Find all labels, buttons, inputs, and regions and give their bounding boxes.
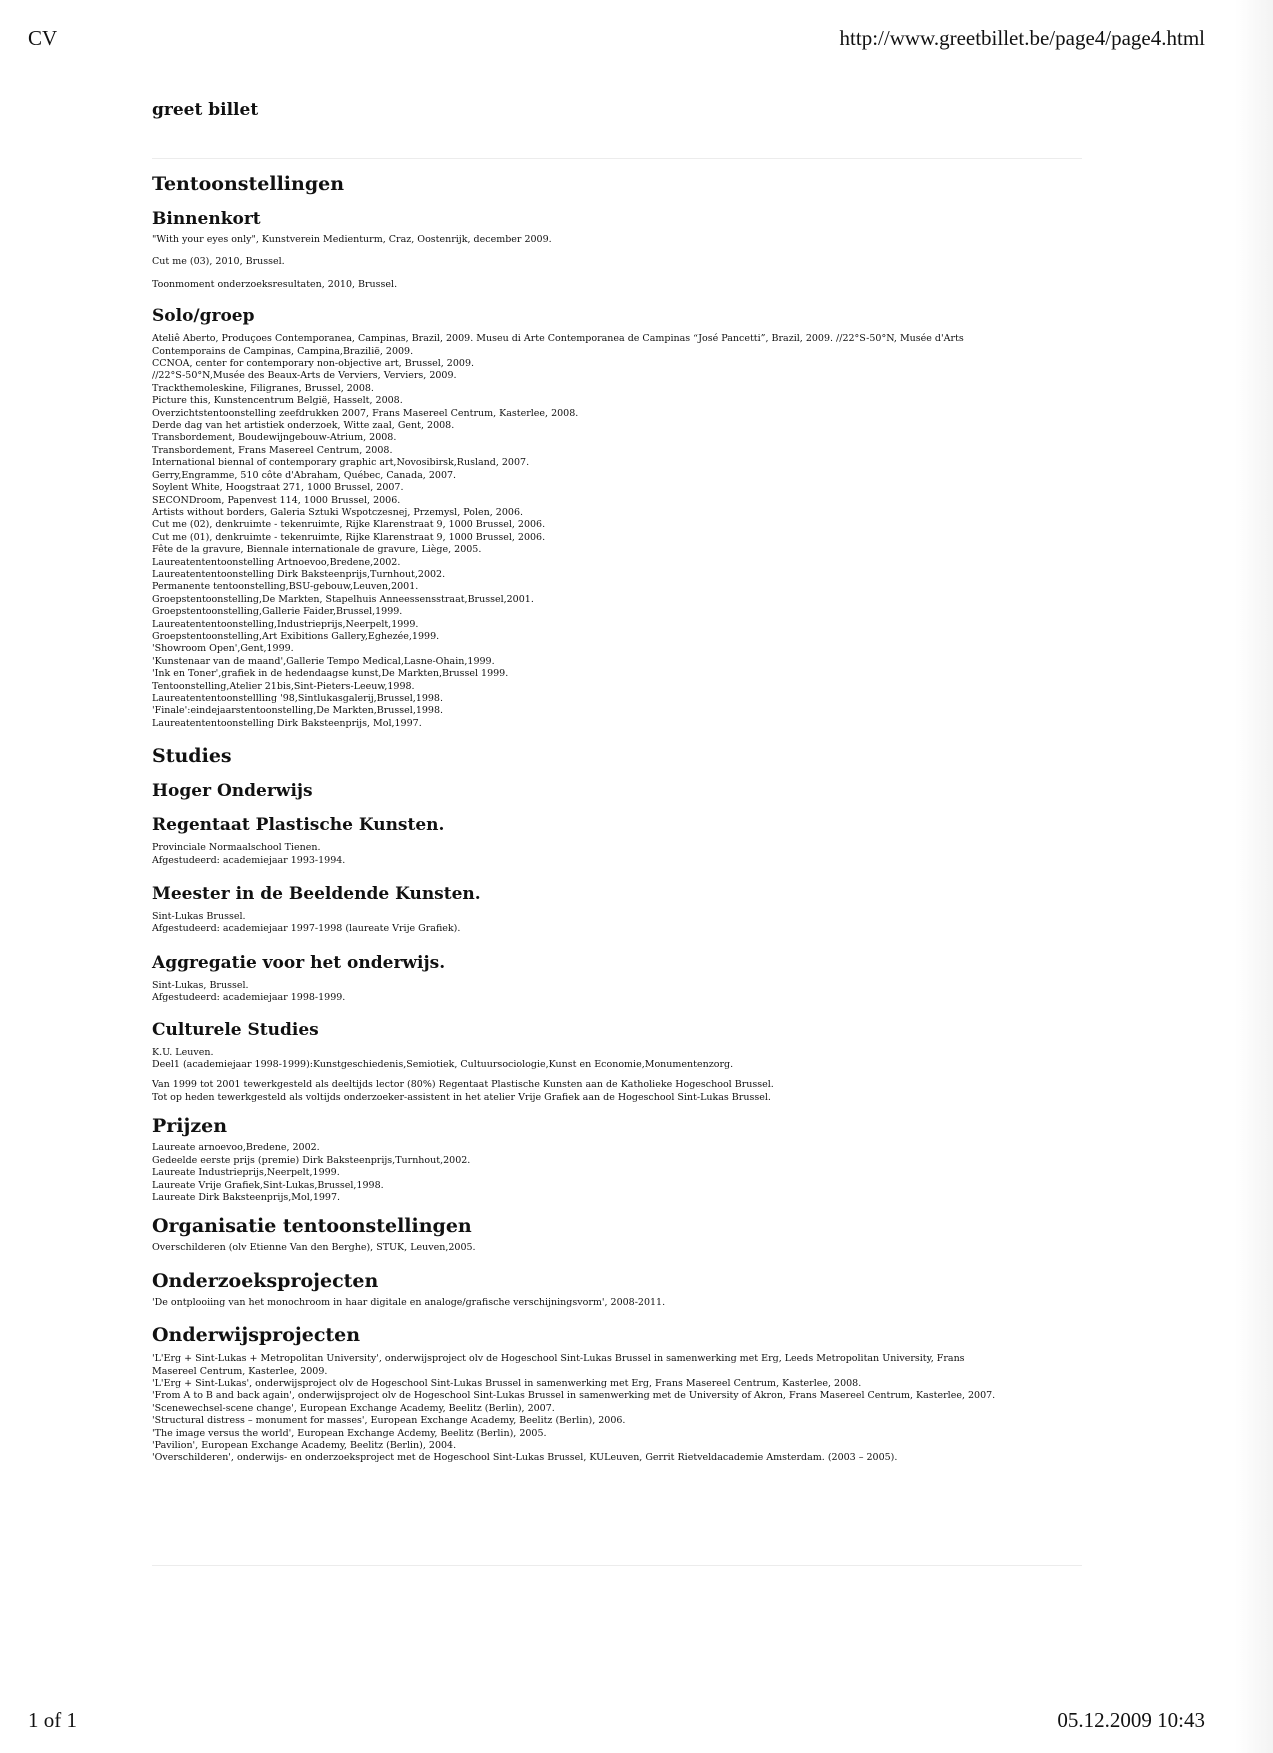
binnenkort-list bbox=[152, 234, 1012, 291]
list-item: Afgestudeerd: academiejaar 1993-1994. bbox=[152, 854, 346, 866]
list-item: Provinciale Normaalschool Tienen. bbox=[152, 842, 321, 854]
list-item: International biennal of contemporary graphic art,Novosibirsk,Rusland, 2007. bbox=[152, 457, 530, 469]
heading-hoger-onderwijs: Hoger Onderwijs bbox=[152, 781, 313, 802]
list-item: Afgestudeerd: academiejaar 1997-1998 (laureate Vrije Grafiek). bbox=[152, 923, 461, 935]
list-item: Laureate Industrieprijs,Neerpelt,1999. bbox=[152, 1167, 340, 1179]
list-item: Laureate arnoevoo,Bredene, 2002. bbox=[152, 1142, 320, 1154]
list-item: Gedeelde eerste prijs (premie) Dirk Baksteenprijs,Turnhout,2002. bbox=[152, 1154, 471, 1166]
list-item: 'The image versus the world', European Exchange Acdemy, Beelitz (Berlin), 2005. bbox=[152, 1427, 547, 1439]
heading-aggregatie: Aggregatie voor het onderwijs. bbox=[152, 952, 446, 973]
list-item: 'Structural distress – monument for masses', European Exchange Academy, Beelitz (Berlin), 2006. bbox=[152, 1415, 626, 1427]
binnenkort-item: Toonmoment onderzoeksresultaten, 2010, Brussel. bbox=[152, 278, 398, 290]
list-item: Soylent White, Hoogstraat 271, 1000 Brussel, 2007. bbox=[152, 482, 404, 494]
list-item: 'De ontplooiing van het monochroom in haar digitale en analoge/grafische verschijningsvorm', 2008-2011. bbox=[152, 1296, 666, 1308]
site-name: greet billet bbox=[152, 100, 259, 120]
list-item: 'L'Erg + Sint-Lukas', onderwijsproject olv de Hogeschool Sint-Lukas Brussel in samenwerking met Erg, Frans Masereel Centrum, Kasterlee, 2008. bbox=[152, 1377, 862, 1389]
print-header-title: CV bbox=[28, 26, 58, 50]
print-footer-datetime: 05.12.2009 10:43 bbox=[1057, 1708, 1205, 1732]
employment-lines bbox=[152, 1079, 1012, 1104]
list-item: Transbordement, Boudewijngebouw-Atrium, 2008. bbox=[152, 432, 397, 444]
solo-groep-list bbox=[152, 333, 1012, 730]
list-item: Sint-Lukas, Brussel. bbox=[152, 979, 249, 991]
list-item: Overzichtstentoonstelling zeefdrukken 2007, Frans Masereel Centrum, Kasterlee, 2008. bbox=[152, 407, 579, 419]
list-item: Deel1 (academiejaar 1998-1999):Kunstgeschiedenis,Semiotiek, Cultuursociologie,Kunst en Economie,Monumentenzorg. bbox=[152, 1059, 734, 1071]
list-item: 'Overschilderen', onderwijs- en onderzoeksproject met de Hogeschool Sint-Lukas Brussel, KULeuven, Gerrit Rietveldacademie Amsterdam. (2003 – 2005). bbox=[152, 1452, 898, 1464]
list-item: Laureatententoonstelling,Industrieprijs,Neerpelt,1999. bbox=[152, 618, 419, 630]
list-item: Tentoonstelling,Atelier 21bis,Sint-Pieters-Leeuw,1998. bbox=[152, 680, 415, 692]
prijzen-list bbox=[152, 1142, 1012, 1204]
list-item: Cut me (02), denkruimte - tekenruimte, Rijke Klarenstraat 9, 1000 Brussel, 2006. bbox=[152, 519, 546, 531]
meester-lines bbox=[152, 911, 1012, 936]
heading-meester: Meester in de Beeldende Kunsten. bbox=[152, 884, 481, 905]
list-item: Artists without borders, Galeria Sztuki Wspotczesnej, Przemysl, Polen, 2006. bbox=[152, 506, 524, 518]
list-item: Permanente tentoonstelling,BSU-gebouw,Leuven,2001. bbox=[152, 581, 419, 593]
heading-onderzoeksprojecten: Onderzoeksprojecten bbox=[152, 1269, 379, 1292]
culturele-lines bbox=[152, 1047, 1012, 1072]
list-item: Ateliê Aberto, Produçoes Contemporanea, Campinas, Brazil, 2009. Museu di Arte Contemporanea de Campinas “José Pancetti”, Brazil, 2009. //22°S-50°N, Musée d'Arts Contemporains de Campinas, Campina,Brazilië, 2009. bbox=[152, 333, 964, 357]
list-item: 'Scenewechsel-scene change', European Exchange Academy, Beelitz (Berlin), 2007. bbox=[152, 1402, 555, 1414]
list-item: Laureatententoonstelling Artnoevoo,Bredene,2002. bbox=[152, 556, 401, 568]
organisatie-list bbox=[152, 1242, 1012, 1254]
heading-culturele-studies: Culturele Studies bbox=[152, 1019, 319, 1040]
bottom-divider bbox=[152, 1565, 1082, 1566]
list-item: Cut me (01), denkruimte - tekenruimte, Rijke Klarenstraat 9, 1000 Brussel, 2006. bbox=[152, 531, 546, 543]
heading-onderwijsprojecten: Onderwijsprojecten bbox=[152, 1324, 361, 1347]
list-item: Trackthemoleskine, Filigranes, Brussel, 2008. bbox=[152, 382, 374, 394]
list-item: Picture this, Kunstencentrum België, Hasselt, 2008. bbox=[152, 395, 403, 407]
list-item: Laureatententoonstelling Dirk Baksteenprijs, Mol,1997. bbox=[152, 717, 422, 729]
list-item: 'Kunstenaar van de maand',Gallerie Tempo Medical,Lasne-Ohain,1999. bbox=[152, 655, 495, 667]
list-item: Transbordement, Frans Masereel Centrum, 2008. bbox=[152, 444, 393, 456]
onderzoek-list bbox=[152, 1297, 1012, 1309]
list-item: Laureatententoonstelling Dirk Baksteenprijs,Turnhout,2002. bbox=[152, 568, 446, 580]
list-item: Derde dag van het artistiek onderzoek, Witte zaal, Gent, 2008. bbox=[152, 420, 455, 432]
list-item: Afgestudeerd: academiejaar 1998-1999. bbox=[152, 992, 346, 1004]
list-item: Laureate Dirk Baksteenprijs,Mol,1997. bbox=[152, 1191, 341, 1203]
top-divider bbox=[152, 158, 1082, 159]
list-item: Gerry,Engramme, 510 côte d'Abraham, Québec, Canada, 2007. bbox=[152, 469, 457, 481]
list-item: Laureatententoonstellling '98,Sintlukasgalerij,Brussel,1998. bbox=[152, 693, 443, 704]
regentaat-lines bbox=[152, 842, 1012, 867]
list-item: Tot op heden tewerkgesteld als voltijds onderzoeker-assistent in het atelier Vrije Grafiek aan de Hogeschool Sint-Lukas Brussel. bbox=[152, 1091, 771, 1103]
aggregatie-lines bbox=[152, 980, 1012, 1005]
list-item: Sint-Lukas Brussel. bbox=[152, 911, 246, 923]
list-item: 'Finale':eindejaarstentoonstelling,De Markten,Brussel,1998. bbox=[152, 705, 444, 717]
list-item: Van 1999 tot 2001 tewerkgesteld als deeltijds lector (80%) Regentaat Plastische Kunsten aan de Katholieke Hogeschool Brussel. bbox=[152, 1079, 774, 1091]
list-item: 'From A to B and back again', onderwijsproject olv de Hogeschool Sint-Lukas Brussel in samenwerking met de University of Akron, Frans Masereel Centrum, Kasterlee, 2007. bbox=[152, 1390, 996, 1402]
cv-body bbox=[152, 170, 1012, 1465]
heading-tentoonstellingen: Tentoonstellingen bbox=[152, 173, 345, 195]
binnenkort-item: "With your eyes only", Kunstverein Medienturm, Craz, Oostenrijk, december 2009. bbox=[152, 234, 552, 245]
list-item: Fête de la gravure, Biennale internationale de gravure, Liège, 2005. bbox=[152, 544, 482, 556]
list-item: 'Ink en Toner',grafiek in de hedendaagse kunst,De Markten,Brussel 1999. bbox=[152, 668, 509, 680]
heading-regentaat: Regentaat Plastische Kunsten. bbox=[152, 815, 445, 836]
list-item: SECONDroom, Papenvest 114, 1000 Brussel, 2006. bbox=[152, 494, 401, 506]
list-item: Groepstentoonstelling,Gallerie Faider,Brussel,1999. bbox=[152, 606, 403, 618]
list-item: //22°S-50°N,Musée des Beaux-Arts de Verviers, Verviers, 2009. bbox=[152, 370, 457, 382]
heading-solo-groep: Solo/groep bbox=[152, 306, 255, 327]
binnenkort-item: Cut me (03), 2010, Brussel. bbox=[152, 256, 285, 268]
print-header-url: http://www.greetbillet.be/page4/page4.html bbox=[839, 26, 1205, 50]
site-header bbox=[152, 100, 1082, 120]
heading-prijzen: Prijzen bbox=[152, 1115, 228, 1138]
list-item: 'Showroom Open',Gent,1999. bbox=[152, 643, 294, 655]
list-item: CCNOA, center for contemporary non-objective art, Brussel, 2009. bbox=[152, 358, 475, 370]
heading-studies: Studies bbox=[152, 745, 232, 768]
onderwijs-list bbox=[152, 1353, 1012, 1465]
scan-edge-shadow bbox=[1235, 0, 1273, 1753]
list-item: K.U. Leuven. bbox=[152, 1046, 214, 1058]
heading-organisatie: Organisatie tentoonstellingen bbox=[152, 1215, 472, 1238]
heading-binnenkort: Binnenkort bbox=[152, 209, 261, 229]
list-item: Laureate Vrije Grafiek,Sint-Lukas,Brussel,1998. bbox=[152, 1179, 384, 1191]
list-item: Overschilderen (olv Etienne Van den Berghe), STUK, Leuven,2005. bbox=[152, 1242, 476, 1254]
list-item: Groepstentoonstelling,De Markten, Stapelhuis Anneessensstraat,Brussel,2001. bbox=[152, 593, 534, 605]
list-item: Groepstentoonstelling,Art Exibitions Gallery,Eghezée,1999. bbox=[152, 630, 440, 642]
print-footer-page: 1 of 1 bbox=[28, 1708, 77, 1732]
list-item: 'L'Erg + Sint-Lukas + Metropolitan University', onderwijsproject olv de Hogeschool Sint-Lukas Brussel in samenwerking met Erg, Leeds Metropolitan University, Frans Masereel Centrum, Kasterlee, 2009. bbox=[152, 1353, 965, 1377]
list-item: 'Pavilion', European Exchange Academy, Beelitz (Berlin), 2004. bbox=[152, 1439, 457, 1451]
